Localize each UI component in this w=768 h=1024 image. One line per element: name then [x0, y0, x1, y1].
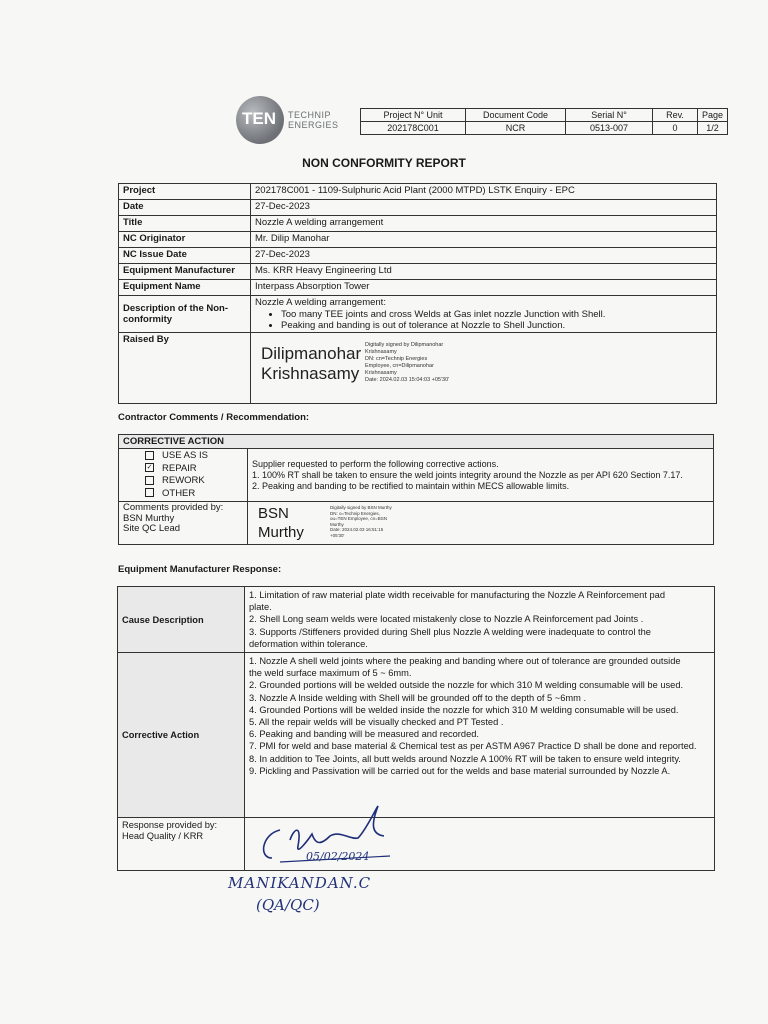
report-info-table: [118, 183, 717, 404]
header-values-row: [361, 122, 728, 135]
page-title: NON CONFORMITY REPORT: [302, 156, 466, 170]
info-row: [119, 232, 717, 248]
cause-row: [118, 587, 715, 653]
logo-line2: ENERGIES: [288, 120, 339, 130]
response-label: Response provided by:: [122, 820, 218, 831]
info-key: Title: [119, 216, 251, 232]
response-provided-by: [118, 818, 245, 871]
handwritten-name: MANIKANDAN.C: [228, 874, 372, 892]
cause-line: 1. Limitation of raw material plate width receivable for manufacturing the Nozzle A Reinforcement pad: [249, 590, 665, 600]
description-bullet: • Peaking and banding is out of tolerance at Nozzle to Shell Junction.: [281, 320, 712, 331]
corrective-action-key: Corrective Action: [118, 653, 245, 818]
action-line: 6. Peaking and banding will be measured and recorded.: [249, 729, 479, 740]
info-key: Equipment Name: [119, 280, 251, 296]
action-line: 4. Grounded Portions will be welded inside the nozzle for which 310 M welding consumable will be used.: [249, 704, 679, 715]
handwritten-date: 05/02/2024: [306, 850, 370, 863]
corrective-text-line: 1. 100% RT shall be taken to ensure the weld joints integrity around the Nozzle as per API 620 Section 7.17.: [252, 469, 683, 480]
action-line: 5. All the repair welds will be visually checked and PT Tested .: [249, 717, 504, 728]
info-value: Interpass Absorption Tower: [251, 280, 717, 296]
comments-role: Site QC Lead: [123, 523, 181, 534]
option-label: OTHER: [162, 487, 196, 499]
raised-by-key: Raised By: [119, 333, 251, 404]
header-label: Document Code: [466, 109, 566, 122]
description-row: [119, 296, 717, 333]
equipment-manufacturer-response-label: Equipment Manufacturer Response:: [118, 564, 282, 575]
info-key: Date: [119, 200, 251, 216]
header-label: Project N° Unit: [361, 109, 466, 122]
sig-meta-line: +05'30': [330, 532, 345, 538]
signature-name-line: Dilipmanohar: [261, 344, 362, 363]
header-label: Page: [698, 109, 728, 122]
logo-line1: TECHNIP: [288, 110, 332, 120]
info-row: [119, 248, 717, 264]
info-value: Nozzle A welding arrangement: [251, 216, 717, 232]
raised-by-row: [119, 333, 717, 404]
cause-line: 2. Shell Long seam welds were located mistakenly close to Nozzle A Reinforcement pad Joints .: [249, 614, 644, 625]
description-value: [251, 296, 717, 333]
header-value: NCR: [466, 122, 566, 135]
option-rework: [145, 475, 243, 488]
checkbox-icon: [145, 488, 154, 497]
sig-meta-line: DN: cn=Technip Energies: [365, 356, 428, 362]
cause-line: 3. Supports /Stiffeners provided during Shell plus Nozzle A welding were inadequate to control the: [249, 626, 651, 637]
info-key: Equipment Manufacturer: [119, 264, 251, 280]
action-line: 2. Grounded portions will be welded outside the nozzle for which 310 M welding consumable will be used.: [249, 680, 684, 691]
corrective-action-row: [118, 653, 715, 818]
option-label: REWORK: [162, 475, 205, 486]
option-use-as-is: [145, 450, 243, 463]
sig-meta-line: Employee, cn=Dilipmanohar: [365, 363, 434, 369]
comments-provided-by: [119, 502, 248, 545]
info-row: [119, 280, 717, 296]
header-label: Rev.: [653, 109, 698, 122]
bsn-digital-signature-details: [330, 505, 400, 538]
sig-meta-line: Digitally signed by BSN Murthy: [330, 505, 392, 510]
checkbox-icon: [145, 476, 154, 485]
action-line: 9. Pickling and Passivation will be carried out for the welds and base material surrounded by Nozzle A.: [249, 765, 671, 776]
description-key: Description of the Non-conformity: [119, 296, 251, 333]
action-line: 8. In addition to Tee Joints, all butt welds around Nozzle A 100% RT will be taken to ensure weld integrity.: [249, 753, 681, 764]
sig-meta-line: Date: 2024.02.03 15:04:03 +05'30': [365, 377, 450, 383]
corrective-action-header-row: [119, 435, 714, 449]
document-header-table: [360, 108, 728, 135]
info-row: [119, 264, 717, 280]
handwritten-role: (QA/QC): [256, 896, 320, 914]
header-labels-row: [361, 109, 728, 122]
comments-provided-row: [119, 502, 714, 545]
action-line: 7. PMI for weld and base material & Chemical test as per ASTM A967 Practice D shall be done and reported.: [249, 741, 697, 752]
description-bullets: [269, 309, 712, 331]
header-value: 0: [653, 122, 698, 135]
corrective-action-description: [245, 653, 715, 818]
action-line: the weld surface maximum of 5 ~ 6mm.: [249, 668, 412, 679]
technip-energies-logo: [236, 96, 346, 140]
info-key: Project: [119, 184, 251, 200]
response-role: Head Quality / KRR: [122, 830, 204, 841]
signature-name-line: Murthy: [258, 524, 304, 541]
option-label: REPAIR: [162, 462, 197, 474]
raised-by-signature-cell: [251, 333, 717, 404]
manufacturer-response-table: [117, 586, 715, 871]
sig-meta-line: Digitally signed by Dilipmanohar: [365, 342, 444, 348]
corrective-text-line: 2. Peaking and banding to be rectified to maintain within MECS allowable limits.: [252, 480, 570, 491]
header-label: Serial N°: [566, 109, 653, 122]
corrective-action-header: CORRECTIVE ACTION: [119, 435, 714, 449]
comments-label: Comments provided by:: [123, 502, 224, 513]
action-line: 3. Nozzle A Inside welding with Shell will be grounded off to the depth of 5 ~6mm .: [249, 692, 587, 703]
option-repair: [145, 463, 243, 476]
checked-checkbox-icon: ✓: [146, 464, 153, 472]
header-value: 202178C001: [361, 122, 466, 135]
info-row: [119, 216, 717, 232]
header-value: 1/2: [698, 122, 728, 135]
sig-meta-line: ou=TEN Employee, cn=BSN: [330, 516, 388, 521]
info-value: Ms. KRR Heavy Engineering Ltd: [251, 264, 717, 280]
signature-name-line: Krishnasamy: [261, 364, 360, 383]
sig-meta-line: Murthy: [330, 521, 344, 527]
corrective-action-table: [118, 434, 714, 545]
corrective-options-cell: [119, 449, 248, 502]
sig-meta-line: DN: o=Technip Energies,: [330, 510, 380, 516]
sig-meta-line: Date: 2024.02.03 16:51:15: [330, 527, 384, 532]
raised-by-digital-signature-details: [365, 342, 505, 384]
sig-meta-line: Krishnasamy: [365, 349, 397, 355]
description-intro: Nozzle A welding arrangement:: [255, 297, 386, 308]
cause-line: deformation within tolerance.: [249, 638, 368, 649]
info-value: Mr. Dilip Manohar: [251, 232, 717, 248]
signature-name-line: BSN: [258, 505, 289, 522]
option-other: [145, 488, 243, 501]
response-provided-row: [118, 818, 715, 871]
info-key: NC Issue Date: [119, 248, 251, 264]
info-key: NC Originator: [119, 232, 251, 248]
info-row: [119, 200, 717, 216]
bsn-signature: [258, 504, 304, 542]
info-value: 202178C001 - 1109-Sulphuric Acid Plant (2000 MTPD) LSTK Enquiry - EPC: [251, 184, 717, 200]
option-label: USE AS IS: [162, 450, 208, 461]
contractor-comments-label: Contractor Comments / Recommendation:: [118, 412, 310, 423]
raised-by-signature: [261, 344, 361, 384]
cause-key: Cause Description: [118, 587, 245, 653]
checkbox-icon: [145, 451, 154, 460]
comments-signature-cell: [248, 502, 714, 545]
info-value: 27-Dec-2023: [251, 248, 717, 264]
description-bullet: • Too many TEE joints and cross Welds at Gas inlet nozzle Junction with Shell.: [281, 309, 712, 320]
action-line: 1. Nozzle A shell weld joints where the peaking and banding where out of tolerance are grounded outside: [249, 656, 681, 667]
cause-line: plate.: [249, 602, 272, 613]
logo-brand-text: [288, 110, 339, 130]
info-row: [119, 184, 717, 200]
logo-mark: TEN: [242, 109, 276, 128]
corrective-action-text: [248, 449, 714, 502]
corrective-action-options-row: [119, 449, 714, 502]
cause-description: [245, 587, 715, 653]
comments-name: BSN Murthy: [123, 512, 175, 524]
header-value: 0513-007: [566, 122, 653, 135]
corrective-text-line: Supplier requested to perform the following corrective actions.: [252, 458, 499, 469]
info-value: 27-Dec-2023: [251, 200, 717, 216]
sig-meta-line: Krishnasamy: [365, 370, 397, 376]
